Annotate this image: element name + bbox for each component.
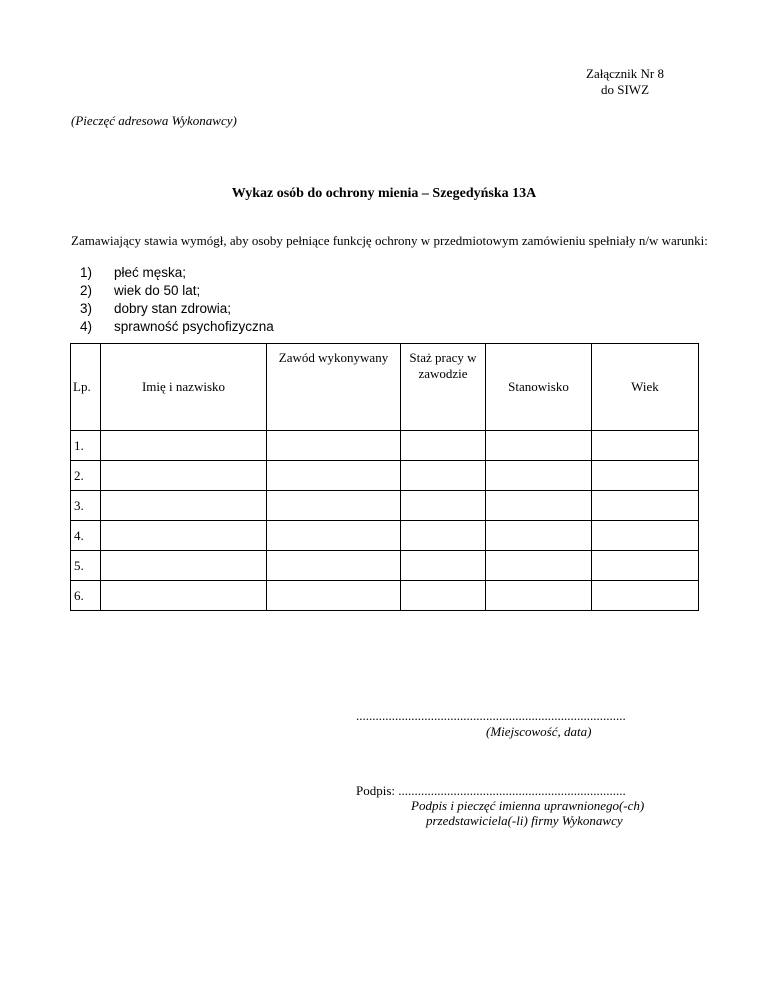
personnel-table — [70, 343, 699, 611]
table-row — [71, 431, 699, 461]
cell-profession[interactable] — [267, 461, 401, 491]
header-profession: Zawód wykonywany — [267, 344, 401, 431]
cell-name[interactable] — [101, 431, 267, 461]
cell-position[interactable] — [486, 551, 592, 581]
place-date-label: (Miejscowość, data) — [486, 724, 592, 739]
requirement-text: wiek do 50 lat; — [114, 283, 201, 298]
cell-experience[interactable] — [401, 581, 486, 611]
cell-profession[interactable] — [267, 491, 401, 521]
intro-text: Zamawiający stawia wymógł, aby osoby pełniące funkcję ochrony w przedmiotowym zamówieniu spełniały n/w warunki: — [71, 233, 708, 248]
attachment-note — [560, 66, 690, 98]
attachment-reference: do SIWZ — [600, 82, 650, 97]
cell-name[interactable] — [101, 521, 267, 551]
table-row — [71, 581, 699, 611]
cell-profession[interactable] — [267, 431, 401, 461]
attachment-number: Załącznik Nr 8 — [586, 66, 664, 81]
cell-age[interactable] — [592, 551, 699, 581]
signature-line[interactable]: Podpis: ...................................................................... — [356, 783, 626, 798]
header-experience: Staż pracy w zawodzie — [401, 344, 486, 431]
cell-age[interactable] — [592, 431, 699, 461]
row-number: 4. — [71, 521, 101, 551]
stamp-label: (Pieczęć adresowa Wykonawcy) — [71, 113, 237, 128]
cell-profession[interactable] — [267, 581, 401, 611]
table-header-row — [71, 344, 699, 431]
cell-position[interactable] — [486, 521, 592, 551]
cell-age[interactable] — [592, 581, 699, 611]
cell-experience[interactable] — [401, 521, 486, 551]
cell-name[interactable] — [101, 461, 267, 491]
cell-name[interactable] — [101, 491, 267, 521]
cell-position[interactable] — [486, 491, 592, 521]
cell-name[interactable] — [101, 551, 267, 581]
cell-experience[interactable] — [401, 431, 486, 461]
requirement-number: 3) — [80, 301, 93, 316]
requirement-item — [80, 300, 274, 318]
requirement-text: sprawność psychofizyczna — [114, 319, 274, 334]
cell-experience[interactable] — [401, 461, 486, 491]
cell-name[interactable] — [101, 581, 267, 611]
cell-position[interactable] — [486, 431, 592, 461]
requirement-text: płeć męska; — [114, 265, 187, 280]
requirement-item — [80, 318, 274, 336]
cell-age[interactable] — [592, 491, 699, 521]
requirement-item — [80, 264, 274, 282]
row-number: 5. — [71, 551, 101, 581]
row-number: 1. — [71, 431, 101, 461]
cell-age[interactable] — [592, 461, 699, 491]
requirements-list — [80, 264, 274, 336]
row-number: 2. — [71, 461, 101, 491]
signature-caption-continued: przedstawiciela(-li) firmy Wykonawcy — [426, 813, 623, 828]
table-row — [71, 491, 699, 521]
header-age: Wiek — [592, 344, 699, 431]
header-lp: Lp. — [71, 344, 101, 431]
cell-experience[interactable] — [401, 551, 486, 581]
row-number: 6. — [71, 581, 101, 611]
requirement-item — [80, 282, 274, 300]
header-position: Stanowisko — [486, 344, 592, 431]
cell-age[interactable] — [592, 521, 699, 551]
cell-position[interactable] — [486, 581, 592, 611]
cell-position[interactable] — [486, 461, 592, 491]
table-row — [71, 551, 699, 581]
cell-profession[interactable] — [267, 521, 401, 551]
table-row — [71, 521, 699, 551]
requirement-number: 4) — [80, 319, 93, 334]
cell-experience[interactable] — [401, 491, 486, 521]
table-row — [71, 461, 699, 491]
requirement-text: dobry stan zdrowia; — [114, 301, 232, 316]
header-name: Imię i nazwisko — [101, 344, 267, 431]
row-number: 3. — [71, 491, 101, 521]
cell-profession[interactable] — [267, 551, 401, 581]
page-title: Wykaz osób do ochrony mienia – Szegedyńska 13A — [231, 186, 537, 201]
requirement-number: 1) — [80, 265, 93, 280]
requirement-number: 2) — [80, 283, 93, 298]
signature-caption: Podpis i pieczęć imienna uprawnionego(-ch) — [411, 798, 645, 813]
place-date-line[interactable]: ................................................................................... — [356, 708, 626, 723]
